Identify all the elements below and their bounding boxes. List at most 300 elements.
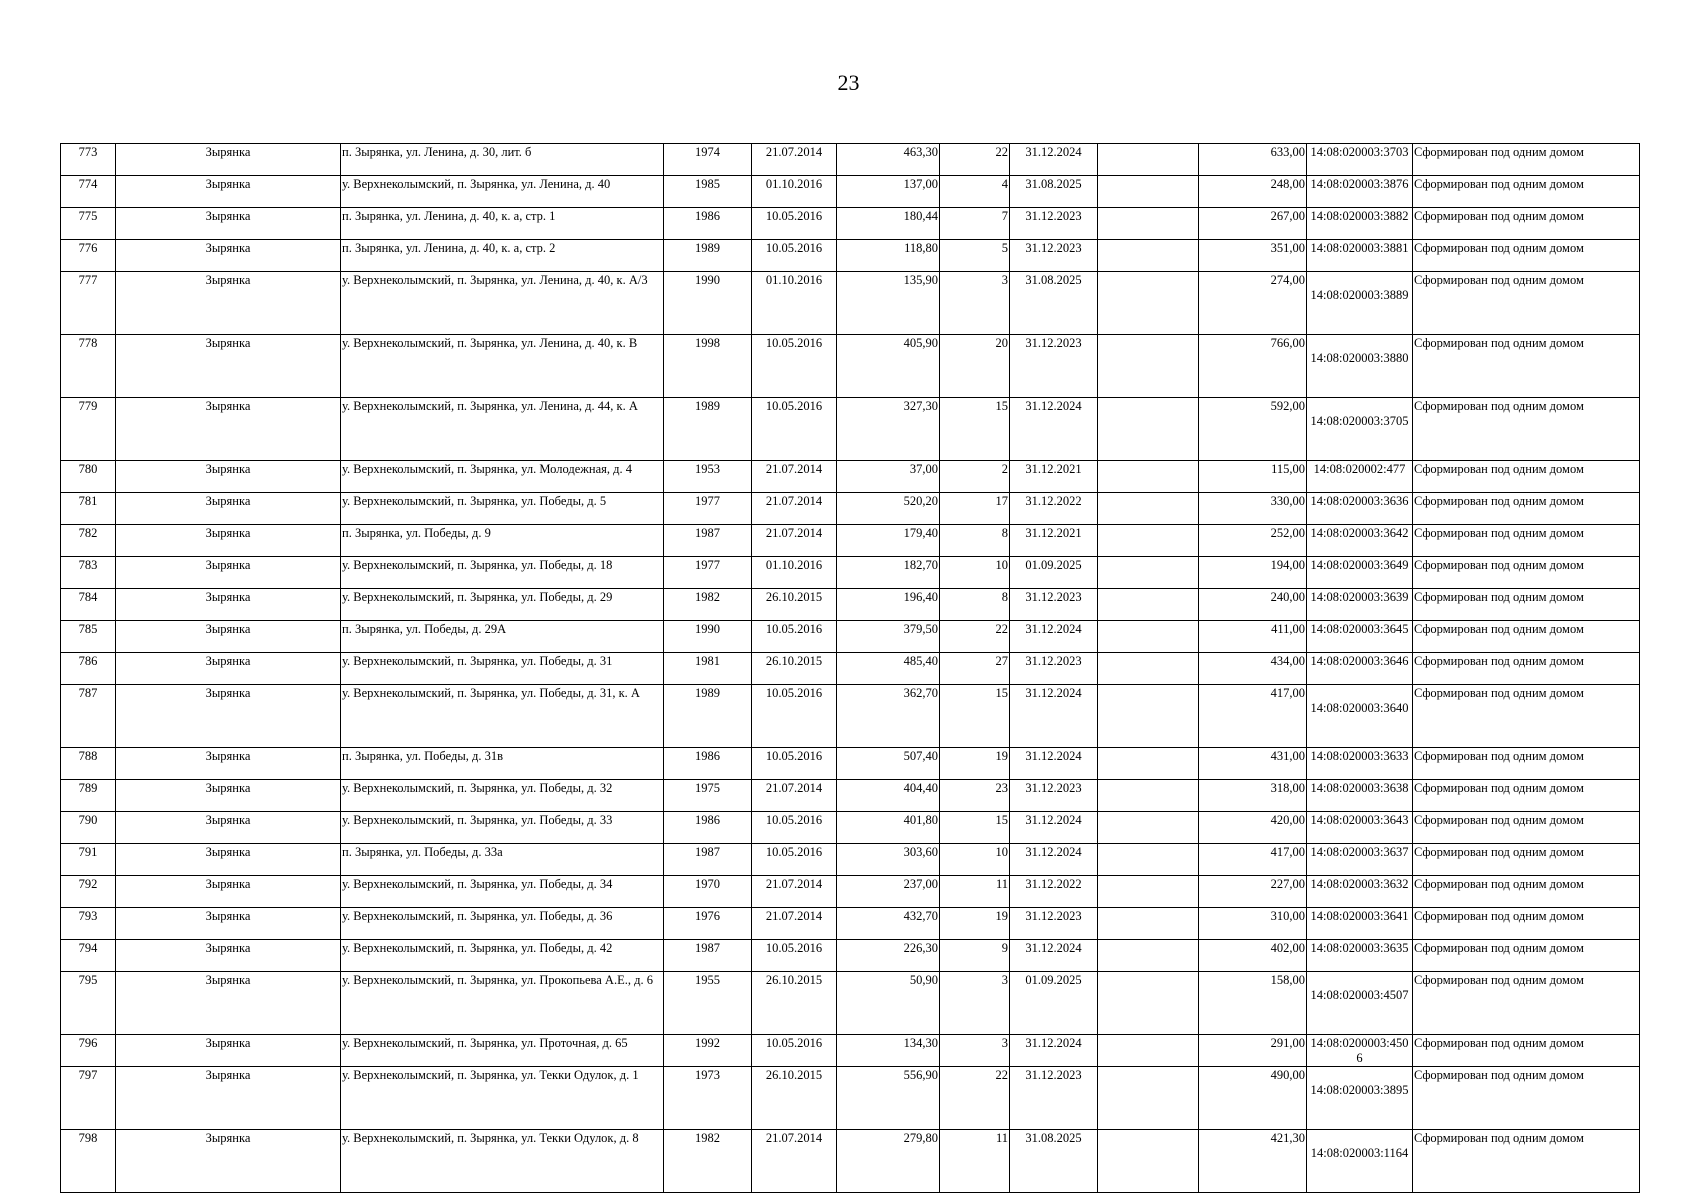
table-row (61, 493, 1640, 525)
settlement-cell: Зырянка (116, 780, 341, 812)
address-cell: у. Верхнеколымский, п. Зырянка, ул. Ленина, д. 40 (341, 176, 664, 208)
cost-cell: 411,00 (1199, 621, 1307, 653)
recognition-date-cell: 10.05.2016 (752, 335, 837, 398)
address-cell: п. Зырянка, ул. Победы, д. 29А (341, 621, 664, 653)
area-cell: 135,90 (837, 272, 940, 335)
cost-cell: 592,00 (1199, 398, 1307, 461)
table-row (61, 208, 1640, 240)
note-cell: Сформирован под одним домом (1413, 876, 1640, 908)
row-number-cell: 773 (61, 144, 116, 176)
area-cell: 279,80 (837, 1130, 940, 1193)
deadline-cell: 31.12.2024 (1010, 844, 1098, 876)
settlement-cell: Зырянка (116, 461, 341, 493)
recognition-date-cell: 21.07.2014 (752, 144, 837, 176)
row-number-cell: 776 (61, 240, 116, 272)
year-built-cell: 1976 (664, 908, 752, 940)
address-cell: у. Верхнеколымский, п. Зырянка, ул. Молодежная, д. 4 (341, 461, 664, 493)
year-built-cell: 1998 (664, 335, 752, 398)
area-cell: 327,30 (837, 398, 940, 461)
empty-cell (1098, 1067, 1199, 1130)
settlement-cell: Зырянка (116, 940, 341, 972)
recognition-date-cell: 10.05.2016 (752, 940, 837, 972)
recognition-date-cell: 10.05.2016 (752, 844, 837, 876)
cost-cell: 248,00 (1199, 176, 1307, 208)
cadastral-number-cell: 14:08:020003:4507 (1307, 972, 1413, 1035)
recognition-date-cell: 21.07.2014 (752, 1130, 837, 1193)
residents-cell: 10 (940, 844, 1010, 876)
table-row (61, 1067, 1640, 1130)
settlement-cell: Зырянка (116, 272, 341, 335)
year-built-cell: 1970 (664, 876, 752, 908)
empty-cell (1098, 176, 1199, 208)
cadastral-number-cell: 14:08:020003:3633 (1307, 748, 1413, 780)
settlement-cell: Зырянка (116, 176, 341, 208)
note-cell: Сформирован под одним домом (1413, 335, 1640, 398)
deadline-cell: 31.12.2023 (1010, 589, 1098, 621)
area-cell: 401,80 (837, 812, 940, 844)
year-built-cell: 1986 (664, 208, 752, 240)
residents-cell: 11 (940, 876, 1010, 908)
address-cell: п. Зырянка, ул. Победы, д. 9 (341, 525, 664, 557)
table-row (61, 812, 1640, 844)
note-cell: Сформирован под одним домом (1413, 1130, 1640, 1193)
cadastral-number-cell: 14:08:020003:3889 (1307, 272, 1413, 335)
row-number-cell: 780 (61, 461, 116, 493)
housing-registry-table (60, 143, 1640, 1193)
row-number-cell: 788 (61, 748, 116, 780)
table-row (61, 876, 1640, 908)
year-built-cell: 1975 (664, 780, 752, 812)
table-row (61, 972, 1640, 1035)
recognition-date-cell: 10.05.2016 (752, 240, 837, 272)
address-cell: у. Верхнеколымский, п. Зырянка, ул. Победы, д. 18 (341, 557, 664, 589)
table-row (61, 272, 1640, 335)
area-cell: 226,30 (837, 940, 940, 972)
residents-cell: 10 (940, 557, 1010, 589)
settlement-cell: Зырянка (116, 685, 341, 748)
area-cell: 137,00 (837, 176, 940, 208)
deadline-cell: 31.12.2024 (1010, 685, 1098, 748)
table-row (61, 176, 1640, 208)
cadastral-number-cell: 14:08:020003:3880 (1307, 335, 1413, 398)
cost-cell: 421,30 (1199, 1130, 1307, 1193)
cost-cell: 252,00 (1199, 525, 1307, 557)
row-number-cell: 775 (61, 208, 116, 240)
residents-cell: 3 (940, 1035, 1010, 1067)
table-row (61, 844, 1640, 876)
cadastral-number-cell: 14:08:020003:3646 (1307, 653, 1413, 685)
area-cell: 50,90 (837, 972, 940, 1035)
residents-cell: 7 (940, 208, 1010, 240)
year-built-cell: 1982 (664, 1130, 752, 1193)
note-cell: Сформирован под одним домом (1413, 1067, 1640, 1130)
deadline-cell: 31.12.2022 (1010, 493, 1098, 525)
residents-cell: 4 (940, 176, 1010, 208)
recognition-date-cell: 26.10.2015 (752, 1067, 837, 1130)
address-cell: у. Верхнеколымский, п. Зырянка, ул. Победы, д. 31 (341, 653, 664, 685)
row-number-cell: 792 (61, 876, 116, 908)
table-row (61, 1130, 1640, 1193)
note-cell: Сформирован под одним домом (1413, 589, 1640, 621)
recognition-date-cell: 26.10.2015 (752, 972, 837, 1035)
recognition-date-cell: 01.10.2016 (752, 272, 837, 335)
deadline-cell: 31.12.2024 (1010, 940, 1098, 972)
address-cell: у. Верхнеколымский, п. Зырянка, ул. Победы, д. 32 (341, 780, 664, 812)
address-cell: у. Верхнеколымский, п. Зырянка, ул. Прокопьева А.Е., д. 6 (341, 972, 664, 1035)
deadline-cell: 31.12.2024 (1010, 1035, 1098, 1067)
year-built-cell: 1986 (664, 812, 752, 844)
recognition-date-cell: 10.05.2016 (752, 621, 837, 653)
cost-cell: 417,00 (1199, 685, 1307, 748)
row-number-cell: 786 (61, 653, 116, 685)
empty-cell (1098, 685, 1199, 748)
cadastral-number-cell: 14:08:020003:3645 (1307, 621, 1413, 653)
cost-cell: 267,00 (1199, 208, 1307, 240)
empty-cell (1098, 844, 1199, 876)
table-row (61, 557, 1640, 589)
empty-cell (1098, 240, 1199, 272)
cost-cell: 310,00 (1199, 908, 1307, 940)
deadline-cell: 31.12.2021 (1010, 461, 1098, 493)
row-number-cell: 789 (61, 780, 116, 812)
residents-cell: 15 (940, 398, 1010, 461)
cost-cell: 417,00 (1199, 844, 1307, 876)
row-number-cell: 791 (61, 844, 116, 876)
year-built-cell: 1977 (664, 493, 752, 525)
cadastral-number-cell: 14:08:020003:3876 (1307, 176, 1413, 208)
note-cell: Сформирован под одним домом (1413, 398, 1640, 461)
area-cell: 485,40 (837, 653, 940, 685)
table-row (61, 398, 1640, 461)
cost-cell: 351,00 (1199, 240, 1307, 272)
row-number-cell: 782 (61, 525, 116, 557)
year-built-cell: 1982 (664, 589, 752, 621)
row-number-cell: 779 (61, 398, 116, 461)
residents-cell: 3 (940, 972, 1010, 1035)
recognition-date-cell: 21.07.2014 (752, 908, 837, 940)
area-cell: 379,50 (837, 621, 940, 653)
row-number-cell: 787 (61, 685, 116, 748)
residents-cell: 27 (940, 653, 1010, 685)
area-cell: 37,00 (837, 461, 940, 493)
recognition-date-cell: 01.10.2016 (752, 176, 837, 208)
cadastral-number-cell: 14:08:020003:3639 (1307, 589, 1413, 621)
empty-cell (1098, 1130, 1199, 1193)
year-built-cell: 1987 (664, 940, 752, 972)
empty-cell (1098, 653, 1199, 685)
cadastral-number-cell: 14:08:020003:3649 (1307, 557, 1413, 589)
table-row (61, 908, 1640, 940)
area-cell: 463,30 (837, 144, 940, 176)
table-row (61, 621, 1640, 653)
table-row (61, 1035, 1640, 1067)
area-cell: 520,20 (837, 493, 940, 525)
cost-cell: 240,00 (1199, 589, 1307, 621)
address-cell: у. Верхнеколымский, п. Зырянка, ул. Ленина, д. 40, к. В (341, 335, 664, 398)
empty-cell (1098, 876, 1199, 908)
cadastral-number-cell: 14:08:020003:3881 (1307, 240, 1413, 272)
table-row (61, 780, 1640, 812)
deadline-cell: 31.12.2024 (1010, 748, 1098, 780)
cadastral-number-cell: 14:08:020003:3640 (1307, 685, 1413, 748)
table-row (61, 335, 1640, 398)
cadastral-number-cell: 14:08:020003:3636 (1307, 493, 1413, 525)
residents-cell: 22 (940, 1067, 1010, 1130)
cadastral-number-cell: 14:08:0200003:4506 (1307, 1035, 1413, 1067)
year-built-cell: 1985 (664, 176, 752, 208)
area-cell: 362,70 (837, 685, 940, 748)
cadastral-number-cell: 14:08:020003:3895 (1307, 1067, 1413, 1130)
recognition-date-cell: 21.07.2014 (752, 780, 837, 812)
residents-cell: 19 (940, 908, 1010, 940)
year-built-cell: 1990 (664, 272, 752, 335)
empty-cell (1098, 1035, 1199, 1067)
residents-cell: 22 (940, 621, 1010, 653)
cadastral-number-cell: 14:08:020003:3642 (1307, 525, 1413, 557)
recognition-date-cell: 21.07.2014 (752, 493, 837, 525)
settlement-cell: Зырянка (116, 812, 341, 844)
note-cell: Сформирован под одним домом (1413, 144, 1640, 176)
recognition-date-cell: 10.05.2016 (752, 398, 837, 461)
note-cell: Сформирован под одним домом (1413, 272, 1640, 335)
settlement-cell: Зырянка (116, 398, 341, 461)
address-cell: у. Верхнеколымский, п. Зырянка, ул. Победы, д. 5 (341, 493, 664, 525)
year-built-cell: 1973 (664, 1067, 752, 1130)
settlement-cell: Зырянка (116, 240, 341, 272)
note-cell: Сформирован под одним домом (1413, 653, 1640, 685)
table-row (61, 589, 1640, 621)
settlement-cell: Зырянка (116, 335, 341, 398)
empty-cell (1098, 940, 1199, 972)
address-cell: у. Верхнеколымский, п. Зырянка, ул. Победы, д. 36 (341, 908, 664, 940)
address-cell: у. Верхнеколымский, п. Зырянка, ул. Ленина, д. 44, к. А (341, 398, 664, 461)
cadastral-number-cell: 14:08:020003:3705 (1307, 398, 1413, 461)
row-number-cell: 784 (61, 589, 116, 621)
table-row (61, 685, 1640, 748)
residents-cell: 5 (940, 240, 1010, 272)
cost-cell: 434,00 (1199, 653, 1307, 685)
empty-cell (1098, 493, 1199, 525)
area-cell: 405,90 (837, 335, 940, 398)
cost-cell: 766,00 (1199, 335, 1307, 398)
area-cell: 118,80 (837, 240, 940, 272)
settlement-cell: Зырянка (116, 557, 341, 589)
empty-cell (1098, 908, 1199, 940)
settlement-cell: Зырянка (116, 493, 341, 525)
note-cell: Сформирован под одним домом (1413, 844, 1640, 876)
area-cell: 432,70 (837, 908, 940, 940)
area-cell: 196,40 (837, 589, 940, 621)
deadline-cell: 31.08.2025 (1010, 272, 1098, 335)
address-cell: п. Зырянка, ул. Ленина, д. 40, к. а, стр. 1 (341, 208, 664, 240)
cadastral-number-cell: 14:08:020003:3703 (1307, 144, 1413, 176)
year-built-cell: 1989 (664, 240, 752, 272)
area-cell: 303,60 (837, 844, 940, 876)
year-built-cell: 1986 (664, 748, 752, 780)
year-built-cell: 1987 (664, 844, 752, 876)
empty-cell (1098, 589, 1199, 621)
cost-cell: 318,00 (1199, 780, 1307, 812)
empty-cell (1098, 398, 1199, 461)
deadline-cell: 01.09.2025 (1010, 972, 1098, 1035)
year-built-cell: 1974 (664, 144, 752, 176)
row-number-cell: 795 (61, 972, 116, 1035)
year-built-cell: 1992 (664, 1035, 752, 1067)
row-number-cell: 781 (61, 493, 116, 525)
address-cell: у. Верхнеколымский, п. Зырянка, ул. Победы, д. 33 (341, 812, 664, 844)
recognition-date-cell: 10.05.2016 (752, 685, 837, 748)
residents-cell: 17 (940, 493, 1010, 525)
note-cell: Сформирован под одним домом (1413, 461, 1640, 493)
residents-cell: 15 (940, 812, 1010, 844)
residents-cell: 22 (940, 144, 1010, 176)
settlement-cell: Зырянка (116, 1035, 341, 1067)
residents-cell: 20 (940, 335, 1010, 398)
cadastral-number-cell: 14:08:020003:1164 (1307, 1130, 1413, 1193)
settlement-cell: Зырянка (116, 876, 341, 908)
settlement-cell: Зырянка (116, 208, 341, 240)
note-cell: Сформирован под одним домом (1413, 940, 1640, 972)
residents-cell: 11 (940, 1130, 1010, 1193)
note-cell: Сформирован под одним домом (1413, 557, 1640, 589)
cost-cell: 402,00 (1199, 940, 1307, 972)
empty-cell (1098, 557, 1199, 589)
table-row (61, 240, 1640, 272)
note-cell: Сформирован под одним домом (1413, 240, 1640, 272)
table-row (61, 940, 1640, 972)
recognition-date-cell: 21.07.2014 (752, 876, 837, 908)
cadastral-number-cell: 14:08:020003:3882 (1307, 208, 1413, 240)
note-cell: Сформирован под одним домом (1413, 176, 1640, 208)
settlement-cell: Зырянка (116, 144, 341, 176)
year-built-cell: 1987 (664, 525, 752, 557)
address-cell: у. Верхнеколымский, п. Зырянка, ул. Победы, д. 42 (341, 940, 664, 972)
row-number-cell: 794 (61, 940, 116, 972)
note-cell: Сформирован под одним домом (1413, 493, 1640, 525)
cadastral-number-cell: 14:08:020003:3637 (1307, 844, 1413, 876)
settlement-cell: Зырянка (116, 1130, 341, 1193)
deadline-cell: 31.12.2023 (1010, 780, 1098, 812)
table-row (61, 525, 1640, 557)
cadastral-number-cell: 14:08:020003:3638 (1307, 780, 1413, 812)
cadastral-number-cell: 14:08:020003:3632 (1307, 876, 1413, 908)
deadline-cell: 31.12.2023 (1010, 908, 1098, 940)
residents-cell: 23 (940, 780, 1010, 812)
deadline-cell: 31.12.2024 (1010, 398, 1098, 461)
address-cell: у. Верхнеколымский, п. Зырянка, ул. Текки Одулок, д. 8 (341, 1130, 664, 1193)
cost-cell: 274,00 (1199, 272, 1307, 335)
deadline-cell: 31.12.2023 (1010, 208, 1098, 240)
row-number-cell: 793 (61, 908, 116, 940)
address-cell: п. Зырянка, ул. Победы, д. 33а (341, 844, 664, 876)
deadline-cell: 31.12.2021 (1010, 525, 1098, 557)
area-cell: 556,90 (837, 1067, 940, 1130)
address-cell: п. Зырянка, ул. Ленина, д. 30, лит. б (341, 144, 664, 176)
address-cell: у. Верхнеколымский, п. Зырянка, ул. Победы, д. 34 (341, 876, 664, 908)
address-cell: п. Зырянка, ул. Ленина, д. 40, к. а, стр. 2 (341, 240, 664, 272)
deadline-cell: 31.12.2023 (1010, 1067, 1098, 1130)
cost-cell: 227,00 (1199, 876, 1307, 908)
settlement-cell: Зырянка (116, 1067, 341, 1130)
table-row (61, 748, 1640, 780)
year-built-cell: 1955 (664, 972, 752, 1035)
recognition-date-cell: 10.05.2016 (752, 812, 837, 844)
empty-cell (1098, 272, 1199, 335)
note-cell: Сформирован под одним домом (1413, 208, 1640, 240)
row-number-cell: 778 (61, 335, 116, 398)
year-built-cell: 1981 (664, 653, 752, 685)
recognition-date-cell: 26.10.2015 (752, 589, 837, 621)
page-number: 23 (837, 70, 860, 95)
area-cell: 237,00 (837, 876, 940, 908)
note-cell: Сформирован под одним домом (1413, 972, 1640, 1035)
row-number-cell: 783 (61, 557, 116, 589)
area-cell: 404,40 (837, 780, 940, 812)
deadline-cell: 31.12.2023 (1010, 240, 1098, 272)
settlement-cell: Зырянка (116, 908, 341, 940)
note-cell: Сформирован под одним домом (1413, 812, 1640, 844)
note-cell: Сформирован под одним домом (1413, 908, 1640, 940)
empty-cell (1098, 780, 1199, 812)
note-cell: Сформирован под одним домом (1413, 621, 1640, 653)
address-cell: у. Верхнеколымский, п. Зырянка, ул. Ленина, д. 40, к. А/3 (341, 272, 664, 335)
recognition-date-cell: 21.07.2014 (752, 461, 837, 493)
residents-cell: 2 (940, 461, 1010, 493)
row-number-cell: 777 (61, 272, 116, 335)
note-cell: Сформирован под одним домом (1413, 748, 1640, 780)
recognition-date-cell: 10.05.2016 (752, 208, 837, 240)
empty-cell (1098, 461, 1199, 493)
table-row (61, 144, 1640, 176)
table-row (61, 653, 1640, 685)
settlement-cell: Зырянка (116, 653, 341, 685)
area-cell: 179,40 (837, 525, 940, 557)
row-number-cell: 798 (61, 1130, 116, 1193)
year-built-cell: 1990 (664, 621, 752, 653)
deadline-cell: 31.12.2022 (1010, 876, 1098, 908)
area-cell: 182,70 (837, 557, 940, 589)
deadline-cell: 01.09.2025 (1010, 557, 1098, 589)
residents-cell: 15 (940, 685, 1010, 748)
cadastral-number-cell: 14:08:020002:477 (1307, 461, 1413, 493)
residents-cell: 9 (940, 940, 1010, 972)
table-row (61, 461, 1640, 493)
address-cell: у. Верхнеколымский, п. Зырянка, ул. Победы, д. 31, к. А (341, 685, 664, 748)
cadastral-number-cell: 14:08:020003:3641 (1307, 908, 1413, 940)
address-cell: у. Верхнеколымский, п. Зырянка, ул. Текки Одулок, д. 1 (341, 1067, 664, 1130)
empty-cell (1098, 525, 1199, 557)
empty-cell (1098, 621, 1199, 653)
deadline-cell: 31.12.2024 (1010, 144, 1098, 176)
deadline-cell: 31.08.2025 (1010, 1130, 1098, 1193)
note-cell: Сформирован под одним домом (1413, 780, 1640, 812)
address-cell: у. Верхнеколымский, п. Зырянка, ул. Проточная, д. 65 (341, 1035, 664, 1067)
row-number-cell: 774 (61, 176, 116, 208)
deadline-cell: 31.08.2025 (1010, 176, 1098, 208)
row-number-cell: 796 (61, 1035, 116, 1067)
deadline-cell: 31.12.2024 (1010, 621, 1098, 653)
recognition-date-cell: 10.05.2016 (752, 1035, 837, 1067)
cadastral-number-cell: 14:08:020003:3643 (1307, 812, 1413, 844)
note-cell: Сформирован под одним домом (1413, 685, 1640, 748)
row-number-cell: 797 (61, 1067, 116, 1130)
residents-cell: 8 (940, 589, 1010, 621)
cost-cell: 158,00 (1199, 972, 1307, 1035)
deadline-cell: 31.12.2024 (1010, 812, 1098, 844)
cost-cell: 420,00 (1199, 812, 1307, 844)
note-cell: Сформирован под одним домом (1413, 1035, 1640, 1067)
empty-cell (1098, 748, 1199, 780)
